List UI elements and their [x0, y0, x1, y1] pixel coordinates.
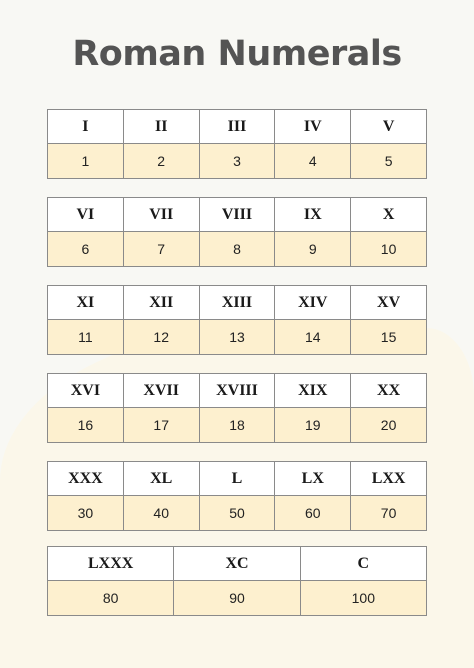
numeral-table-6 [47, 546, 427, 616]
value-cell: 1 [48, 144, 124, 179]
value-cell: 4 [275, 144, 351, 179]
value-cell: 9 [275, 232, 351, 267]
value-row [48, 232, 427, 267]
value-cell: 2 [123, 144, 199, 179]
value-cell: 18 [199, 408, 275, 443]
roman-cell: LX [275, 462, 351, 496]
value-cell: 90 [174, 581, 300, 616]
roman-cell: IV [275, 110, 351, 144]
roman-cell: XC [174, 547, 300, 581]
value-cell: 30 [48, 496, 124, 531]
roman-cell: L [199, 462, 275, 496]
value-cell: 20 [351, 408, 427, 443]
value-cell: 16 [48, 408, 124, 443]
value-cell: 14 [275, 320, 351, 355]
roman-cell: XII [123, 286, 199, 320]
numeral-table-1 [47, 109, 427, 179]
roman-cell: XIV [275, 286, 351, 320]
roman-row [48, 198, 427, 232]
roman-cell: XIX [275, 374, 351, 408]
roman-cell: VII [123, 198, 199, 232]
roman-cell: XV [351, 286, 427, 320]
value-cell: 17 [123, 408, 199, 443]
value-cell: 5 [351, 144, 427, 179]
value-cell: 3 [199, 144, 275, 179]
roman-row [48, 462, 427, 496]
roman-cell: XXX [48, 462, 124, 496]
roman-cell: XVIII [199, 374, 275, 408]
roman-cell: X [351, 198, 427, 232]
value-row [48, 320, 427, 355]
roman-cell: XVI [48, 374, 124, 408]
numeral-table-2 [47, 197, 427, 267]
numeral-table-3 [47, 285, 427, 355]
roman-cell: VIII [199, 198, 275, 232]
value-row [48, 496, 427, 531]
roman-row [48, 374, 427, 408]
value-cell: 15 [351, 320, 427, 355]
roman-cell: LXX [351, 462, 427, 496]
roman-cell: VI [48, 198, 124, 232]
numeral-table-4 [47, 373, 427, 443]
value-cell: 19 [275, 408, 351, 443]
numeral-table-5 [47, 461, 427, 531]
roman-cell: XIII [199, 286, 275, 320]
value-cell: 10 [351, 232, 427, 267]
roman-cell: XVII [123, 374, 199, 408]
value-cell: 50 [199, 496, 275, 531]
value-cell: 6 [48, 232, 124, 267]
roman-row [48, 547, 427, 581]
roman-cell: V [351, 110, 427, 144]
value-cell: 7 [123, 232, 199, 267]
page-title: Roman Numerals [72, 34, 402, 74]
value-row [48, 581, 427, 616]
roman-cell: XX [351, 374, 427, 408]
roman-row [48, 286, 427, 320]
value-cell: 100 [300, 581, 426, 616]
value-row [48, 408, 427, 443]
roman-cell: II [123, 110, 199, 144]
roman-cell: XL [123, 462, 199, 496]
value-cell: 12 [123, 320, 199, 355]
roman-cell: I [48, 110, 124, 144]
roman-cell: C [300, 547, 426, 581]
roman-row [48, 110, 427, 144]
value-cell: 11 [48, 320, 124, 355]
roman-cell: XI [48, 286, 124, 320]
value-cell: 40 [123, 496, 199, 531]
value-cell: 8 [199, 232, 275, 267]
value-row [48, 144, 427, 179]
value-cell: 60 [275, 496, 351, 531]
value-cell: 70 [351, 496, 427, 531]
roman-cell: III [199, 110, 275, 144]
value-cell: 80 [48, 581, 174, 616]
roman-cell: LXXX [48, 547, 174, 581]
roman-cell: IX [275, 198, 351, 232]
value-cell: 13 [199, 320, 275, 355]
